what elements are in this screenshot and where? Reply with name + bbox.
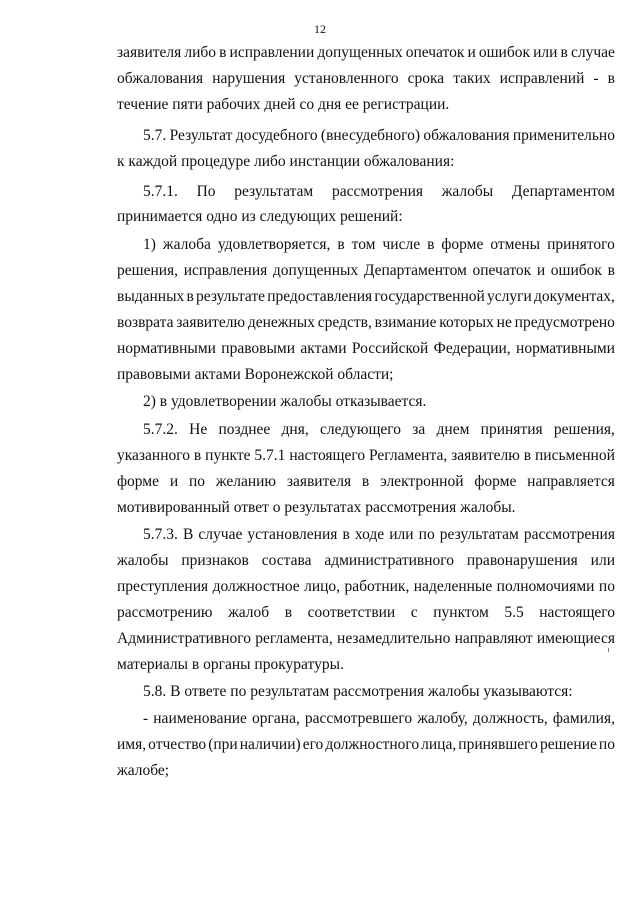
word: предоставления xyxy=(267,288,373,305)
word: таких xyxy=(453,70,491,87)
word: досудебного xyxy=(235,127,318,144)
text-line: течение пяти рабочих дней со дня ее регистрации. xyxy=(117,96,450,113)
word: органа, xyxy=(252,710,300,727)
text-line: к каждой процедуре либо инстанции обжалования: xyxy=(117,153,455,170)
text-line xyxy=(117,577,615,596)
text-line xyxy=(117,446,615,465)
word: преступления xyxy=(117,578,209,595)
word: административного xyxy=(324,552,455,569)
word: Российской xyxy=(351,340,429,357)
word: правонарушения xyxy=(466,552,578,569)
text-line: жалобе; xyxy=(117,762,170,779)
word: наличии) xyxy=(239,736,301,753)
text-line xyxy=(143,525,615,544)
word: применительно xyxy=(512,127,615,144)
text-line xyxy=(117,313,615,332)
word: имя, xyxy=(117,736,147,753)
word: незамедлительно xyxy=(337,630,451,647)
word: Административного xyxy=(117,630,251,647)
word: принятого xyxy=(547,236,615,253)
word: полномочиями xyxy=(496,578,595,595)
word: в xyxy=(342,526,350,543)
text-line: материалы в органы прокуратуры. xyxy=(117,656,344,673)
word: допущенных xyxy=(317,44,403,61)
word: 5.7.1 xyxy=(254,447,286,464)
word: дня, xyxy=(281,421,309,438)
word: средств, xyxy=(317,314,372,331)
word: удовлетворяется, xyxy=(217,236,331,253)
word: и xyxy=(169,473,179,490)
word: в xyxy=(427,236,435,253)
text-line xyxy=(117,551,615,570)
word: направляется xyxy=(527,473,615,490)
word: обжалования xyxy=(423,127,510,144)
word: заявителю xyxy=(451,447,520,464)
word: решения, xyxy=(553,421,615,438)
word: в xyxy=(186,288,194,305)
word: Результат xyxy=(169,127,233,144)
text-line xyxy=(117,287,615,306)
word: исправления xyxy=(183,262,268,279)
word: случае xyxy=(198,526,243,543)
word: правовыми xyxy=(221,340,296,357)
word: электронной xyxy=(380,473,464,490)
word: должностного xyxy=(325,736,420,753)
word: в xyxy=(337,236,345,253)
word: соответствии xyxy=(307,604,396,621)
word: лица, xyxy=(421,736,457,753)
word: лицо, xyxy=(304,578,341,595)
word: признаков xyxy=(181,552,249,569)
word: случае xyxy=(570,44,615,61)
word: отчество xyxy=(148,736,207,753)
word: его xyxy=(302,736,324,753)
word: предусмотрено xyxy=(514,314,615,331)
word: Федерации, xyxy=(433,340,511,357)
word: в xyxy=(219,44,227,61)
word: направляют xyxy=(454,630,533,647)
word: которых xyxy=(439,314,494,331)
page-number: 12 xyxy=(314,22,326,36)
word: жалоб xyxy=(228,604,270,621)
word: форме xyxy=(441,236,484,253)
word: заявителю xyxy=(176,314,246,331)
word: по xyxy=(188,473,205,490)
word: должностное xyxy=(212,578,300,595)
word: В xyxy=(182,526,194,543)
text-line xyxy=(143,709,615,728)
word: рассмотревшего xyxy=(304,710,413,727)
word: результатам xyxy=(234,183,314,200)
word: жалобу, xyxy=(417,710,468,727)
margin-mark xyxy=(608,648,609,652)
text-line xyxy=(143,126,615,145)
word: не xyxy=(496,314,512,331)
word: принявшего xyxy=(458,736,538,753)
word: или xyxy=(533,44,558,61)
word: решения, xyxy=(117,262,179,279)
text-line xyxy=(143,182,615,201)
word: нормативными xyxy=(516,340,615,357)
word: нарушения xyxy=(212,70,286,87)
text-line xyxy=(143,235,615,254)
word: опечаток xyxy=(472,262,532,279)
word: решение xyxy=(539,736,597,753)
text-line xyxy=(143,420,615,439)
word: с xyxy=(410,604,418,621)
text-line xyxy=(117,69,615,88)
word: указанного xyxy=(117,447,190,464)
word: Не xyxy=(189,421,208,438)
word: опечаток xyxy=(405,44,465,61)
word: установления xyxy=(247,526,338,543)
text-line xyxy=(117,261,615,280)
word: следующего xyxy=(319,421,402,438)
word: результатам xyxy=(439,526,519,543)
word: настоящего xyxy=(289,447,366,464)
word: и xyxy=(467,44,476,61)
word: форме xyxy=(117,473,159,490)
word: документах, xyxy=(533,288,615,305)
word: состава xyxy=(261,552,312,569)
word: по xyxy=(418,526,435,543)
word: или xyxy=(389,526,414,543)
word: государственной xyxy=(374,288,485,305)
word: по xyxy=(598,578,615,595)
text-line xyxy=(117,735,615,754)
word: в xyxy=(193,447,202,464)
word: желанию xyxy=(215,473,276,490)
word: обжалования xyxy=(117,70,204,87)
word: позднее xyxy=(218,421,271,438)
text-line: принимается одно из следующих решений: xyxy=(117,208,403,225)
word: и xyxy=(536,262,546,279)
word: ходе xyxy=(354,526,385,543)
word: фамилия, xyxy=(552,710,615,727)
word: Департаментом xyxy=(511,183,615,200)
word: регламента, xyxy=(255,630,333,647)
word: (при xyxy=(208,736,238,753)
word: жалобы xyxy=(441,183,494,200)
text-line xyxy=(117,603,615,622)
word: 5.7.3. xyxy=(143,526,178,543)
word: за xyxy=(412,421,426,438)
word: актами xyxy=(300,340,347,357)
word: Департаментом xyxy=(363,262,467,279)
word: пункте xyxy=(205,447,251,464)
word: настоящего xyxy=(539,604,615,621)
word: в xyxy=(560,44,568,61)
word: имеющиеся xyxy=(536,630,615,647)
word: ошибок xyxy=(478,44,531,61)
word: - xyxy=(143,710,149,727)
word: 5.5 xyxy=(504,604,524,621)
word: исправлений xyxy=(499,70,585,87)
text-line xyxy=(117,472,615,491)
word: установленного xyxy=(294,70,399,87)
word: 5.7. xyxy=(143,127,167,144)
text-line xyxy=(117,43,615,62)
word: результате xyxy=(196,288,265,305)
word: 5.7.2. xyxy=(143,421,178,438)
word: заявителя xyxy=(286,473,352,490)
text-line: 5.8. В ответе по результатам рассмотрения жалобы указываются: xyxy=(143,683,573,700)
word: принятия xyxy=(480,421,543,438)
word: наделенные xyxy=(413,578,493,595)
word: исправлении xyxy=(229,44,315,61)
word: либо xyxy=(184,44,217,61)
word: рассмотрению xyxy=(117,604,213,621)
text-line xyxy=(117,339,615,358)
word: выданных xyxy=(117,288,185,305)
word: Регламента, xyxy=(369,447,448,464)
word: в xyxy=(607,70,615,87)
word: - xyxy=(593,70,599,87)
word: срока xyxy=(407,70,445,87)
word: заявителя xyxy=(117,44,182,61)
word: ошибок xyxy=(550,262,602,279)
word: рассмотрения xyxy=(523,526,615,543)
word: или xyxy=(590,552,615,569)
word: пунктом xyxy=(433,604,489,621)
word: форме xyxy=(474,473,517,490)
word: допущенных xyxy=(272,262,359,279)
word: том xyxy=(351,236,376,253)
word: возврата xyxy=(117,314,174,331)
text-line xyxy=(117,629,615,648)
word: наименование xyxy=(153,710,247,727)
word: денежных xyxy=(247,314,315,331)
word: днем xyxy=(436,421,470,438)
word: в xyxy=(284,604,293,621)
word: нормативными xyxy=(117,340,216,357)
word: в xyxy=(523,447,532,464)
word: услуги xyxy=(487,288,532,305)
text-line: правовыми актами Воронежской области; xyxy=(117,366,394,383)
word: рассмотрения xyxy=(331,183,423,200)
word: письменной xyxy=(535,447,615,464)
text-line: 2) в удовлетворении жалобы отказывается. xyxy=(143,393,427,410)
word: работник, xyxy=(344,578,410,595)
word: должность, xyxy=(472,710,548,727)
word: в xyxy=(361,473,370,490)
word: числе xyxy=(382,236,421,253)
word: 1) xyxy=(143,236,156,253)
word: жалоба xyxy=(162,236,211,253)
word: (внесудебного) xyxy=(320,127,420,144)
word: взимание xyxy=(374,314,437,331)
word: По xyxy=(196,183,216,200)
word: по xyxy=(598,736,615,753)
word: в xyxy=(607,262,615,279)
text-line: мотивированный ответ о результатах рассмотрения жалобы. xyxy=(117,499,516,516)
word: 5.7.1. xyxy=(143,183,178,200)
word: жалобы xyxy=(117,552,169,569)
word: отмены xyxy=(490,236,541,253)
